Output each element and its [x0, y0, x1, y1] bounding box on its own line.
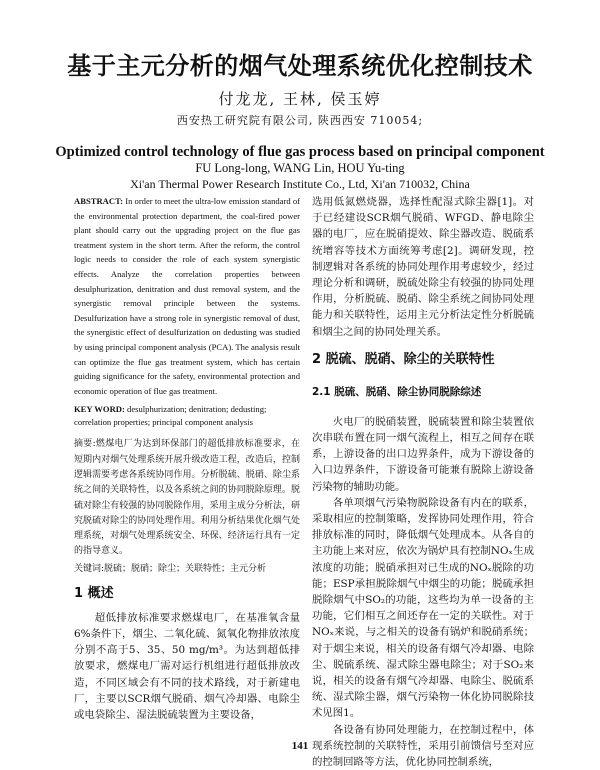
keywords-en-text: desulphurization; denitration; dedusting; correlation properties; principal component analysis — [74, 404, 267, 428]
section-2-1-paragraph-1: 火电厂的脱硝装置，脱硫装置和除尘装置依次串联布置在同一烟气流程上，相互之间存在联系，上游设备的出口边界条件，成为下游设备的入口边界条件，下游设备可能兼有脱除上游设备污染物的辅助功能。 — [312, 415, 534, 493]
section-2-1-heading: 2.1 脱硫、脱硝、除尘协同脱除综述 — [312, 385, 482, 398]
abstract-cn — [74, 437, 300, 559]
paper-title-cn: 基于主元分析的烟气处理系统优化控制技术 — [67, 52, 533, 80]
section-2-1-paragraph-2: 各单项烟气污染物脱除设备有内在的联系，采取相应的控制策略，发挥协同处理作用，符合排放标准的同时，降低烟气处理成本。从各自的主功能上来对应，依次为锅炉具有控制NOₓ生成浓度的功能；脱硝承担对已生成的NOₓ脱除的功能；ESP承担脱除烟气中烟尘的功能；脱硫承担脱除烟气中SO₂的功能，这些均为单一设备的主功能，它们相互之间还存在一定的关联性。对于NOₓ来说，与之相关的设备有锅炉和脱硝系统；对于烟尘来说，相关的设备有烟气冷却器、电除尘、脱硫系统、湿式除尘器电除尘；对于SO₂来说，相关的设备有烟气冷却器、电除尘、脱硫系统、湿式除尘器，烟气污染物一体化协同脱除技术见图1。 — [312, 496, 534, 720]
keywords-cn-text: 脱硫；脱硝；除尘；关联特性；主元分析 — [104, 563, 267, 574]
authors-cn: 付龙龙, 王林, 侯玉婷 — [218, 90, 382, 108]
left-column — [74, 194, 300, 723]
abstract-en-label: ABSTRACT: — [74, 196, 124, 206]
section-1-heading: 1 概述 — [74, 585, 114, 601]
continued-paragraph: 选用低氮燃烧器，选择性配湿式除尘器[1]。对于已经建设SCR烟气脱硝、WFGD、静电除尘器的电厂，应在脱硝提效、除尘器改造、脱硫系统增容等技术方面统筹考虑[2]。调研发现，控制逻辑对各系统的协同处理作用考虑较少，经过理论分析和调研，脱硫处除尘有较强的协同处理作用，分析脱硫、脱硝、除尘系统之间协同处理能力和关联特性，运用主元分析法定性分析脱硫和烟尘之间的协同处理关系。 — [312, 196, 534, 338]
paper-title-en: Optimized control technology of flue gas process based on principal component — [55, 144, 545, 160]
abstract-cn-text: 燃煤电厂为达到环保部门的超低排放标准要求，在短期内对烟气处理系统开展升级改造工程，改造后，控制逻辑需要考虑各系统协同作用。分析脱硫、脱硝、除尘系统之间的关联特性，以及各系统之间的协同脱除原理。脱硫对除尘有较强的协同脱除作用，采用主成分分析法，研究脱硫对除尘的协同处理作用。利用分析结果优化烟气处理系统，对烟气处理系统安全、环保、经济运行具有一定的指导意义。 — [74, 439, 300, 557]
right-column — [312, 194, 534, 770]
abstract-cn-label: 摘要: — [74, 439, 96, 450]
section-2-1-paragraph-3: 各设备有协同处理能力，在控制过程中，体现系统控制的关联特性，采用引前馈信号至对应的控制回路等方法，优化协同控制系统， — [312, 723, 534, 769]
keywords-en — [74, 403, 300, 429]
section-2-heading: 2 脱硫、脱硝、除尘的关联特性 — [312, 351, 495, 367]
affiliation-cn: 西安热工研究院有限公司, 陕西西安 710054; — [176, 114, 424, 127]
section-1-paragraph: 超低排放标准要求燃煤电厂，在基准氧含量6%条件下，烟尘、二氧化硫、氮氧化物排放浓度分别不高于5、35、50 mg/m³。为达到超低排放要求，燃煤电厂需对运行机组进行超低排放改造，不同区域会有不同的技术路线，对于新建电厂，主要以SCR烟气脱硝、烟气冷却器、电除尘或电袋除尘、湿法脱硫装置为主要设备， — [74, 611, 300, 721]
keywords-cn — [74, 562, 300, 577]
abstract-en-text: In order to meet the ultra-low emission standard of the environmental protection department, the coal-fired power plant should carry out the upgrading project on the flue gas treatment system in the short term. After the reform, the control logic needs to consider the role of each system synergistic effects. Analyze the correlation properties between desulphurization, denitration and dust removal system, and the synergistic removal principle between the systems. Desulfurization have a strong role in synergistic removal of dust, the synergistic effect of desulfurization on dedusting was studied by using principal component analysis (PCA). The analysis result can optimize the flue gas treatment system, which has certain guiding significance for the safety, environmental protection and economic operation of flue gas treatment. — [74, 196, 300, 396]
keywords-en-label: KEY WORD: — [74, 404, 125, 415]
authors-en: FU Long-long, WANG Lin, HOU Yu-ting — [195, 161, 405, 175]
affiliation-en: Xi'an Thermal Power Research Institute Co., Ltd, Xi'an 710032, China — [130, 177, 470, 191]
page-number: 141 — [291, 740, 309, 752]
keywords-cn-label: 关键词: — [74, 563, 105, 574]
abstract-en — [74, 194, 300, 398]
